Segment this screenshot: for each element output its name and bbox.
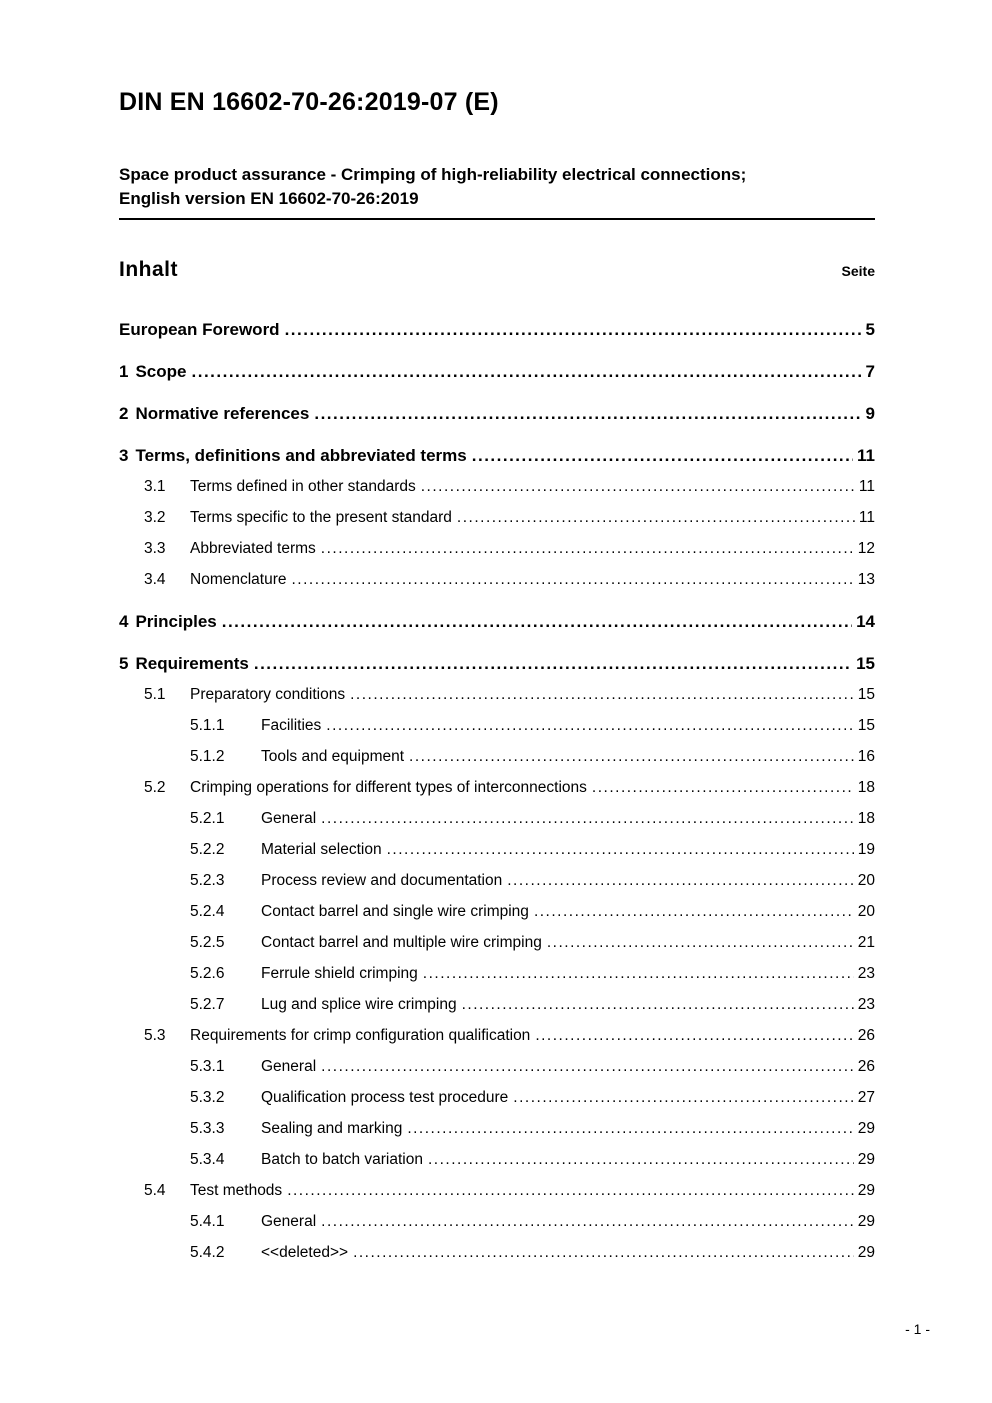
toc-leader-dots [534, 896, 854, 927]
toc-entry-label: Requirements [135, 654, 249, 673]
toc-entry-page: 29 [857, 1182, 875, 1199]
toc-entry-number: 5.3.2 [190, 1089, 225, 1106]
toc-entry-page: 11 [858, 478, 875, 495]
toc-leader-dots [192, 356, 862, 387]
toc-entry-number: 4 [119, 612, 129, 631]
toc-entry-number: 2 [119, 404, 129, 423]
toc-entry-label: Batch to batch variation [261, 1151, 423, 1168]
toc-leader-dots [535, 1020, 853, 1051]
toc-entry-page: 15 [857, 686, 875, 703]
toc-entry-page: 20 [857, 903, 875, 920]
toc-leader-dots [513, 1082, 853, 1113]
toc-leader-dots [254, 648, 852, 679]
toc-entry-page: 18 [857, 779, 875, 796]
toc-entry-number: 5.2.4 [190, 903, 225, 920]
toc-leader-dots [321, 533, 854, 564]
toc-row [119, 896, 875, 927]
toc-row [119, 440, 875, 471]
toc-entry-label: General [261, 1058, 317, 1075]
toc-entry-number: 3 [119, 446, 129, 465]
toc-leader-dots [321, 803, 854, 834]
toc-row [119, 606, 875, 637]
toc-row [119, 1082, 875, 1113]
toc-entry-number: 5.2.6 [190, 965, 225, 982]
toc-row [119, 1144, 875, 1175]
page-content [119, 0, 875, 1268]
toc-entry-page: 15 [857, 717, 875, 734]
toc-list [119, 314, 875, 1268]
toc-entry-label: Normative references [135, 404, 310, 423]
toc-leader-dots [287, 1175, 854, 1206]
toc-entry-number: 5.1.2 [190, 748, 225, 765]
toc-entry-label: Sealing and marking [261, 1120, 403, 1137]
toc-entry-page: 11 [858, 509, 875, 526]
toc-row [119, 772, 875, 803]
toc-entry-number: 5.2 [144, 779, 166, 796]
toc-entry-page: 12 [857, 540, 875, 557]
toc-entry-page: 7 [865, 362, 875, 381]
toc-entry-page: 9 [865, 404, 875, 423]
toc-leader-dots [472, 440, 853, 471]
toc-entry-label: General [261, 1213, 317, 1230]
toc-entry-label: Contact barrel and multiple wire crimping [261, 934, 542, 951]
toc-entry-label: Terms defined in other standards [190, 478, 416, 495]
toc-entry-number: 5.4.2 [190, 1244, 225, 1261]
toc-entry-page: 19 [857, 841, 875, 858]
toc-row [119, 927, 875, 958]
toc-leader-dots [387, 834, 854, 865]
toc-entry-number: 1 [119, 362, 129, 381]
toc-row [119, 398, 875, 429]
toc-entry-page: 29 [857, 1120, 875, 1137]
toc-row [119, 741, 875, 772]
page-number-footer: - 1 - [905, 1321, 930, 1337]
toc-entry-number: 5.2.1 [190, 810, 225, 827]
toc-leader-dots [321, 1051, 854, 1082]
toc-row [119, 1206, 875, 1237]
toc-entry-page: 29 [857, 1213, 875, 1230]
toc-entry-label: Process review and documentation [261, 872, 503, 889]
toc-entry-number: 5.3.1 [190, 1058, 225, 1075]
toc-entry-page: 29 [857, 1151, 875, 1168]
toc-entry-label: Terms specific to the present standard [190, 509, 452, 526]
toc-entry-page: 23 [857, 965, 875, 982]
toc-entry-label: Lug and splice wire crimping [261, 996, 457, 1013]
toc-row [119, 1175, 875, 1206]
toc-leader-dots [350, 679, 854, 710]
toc-entry-number: 5.3 [144, 1027, 166, 1044]
toc-entry-page: 18 [857, 810, 875, 827]
document-subtitle-line-2: English version EN 16602-70-26:2019 [119, 189, 419, 208]
toc-leader-dots [428, 1144, 854, 1175]
toc-entry-page: 15 [856, 654, 875, 673]
document-number-title: DIN EN 16602-70-26:2019-07 (E) [119, 88, 499, 116]
toc-row [119, 710, 875, 741]
toc-entry-label: Ferrule shield crimping [261, 965, 418, 982]
toc-entry-number: 5.2.2 [190, 841, 225, 858]
toc-entry-number: 5.3.3 [190, 1120, 225, 1137]
toc-entry-number: 5.3.4 [190, 1151, 225, 1168]
toc-entry-number: 3.1 [144, 478, 166, 495]
toc-entry-label: General [261, 810, 317, 827]
toc-entry-page: 27 [857, 1089, 875, 1106]
toc-leader-dots [592, 772, 854, 803]
toc-row [119, 1113, 875, 1144]
toc-entry-label: European Foreword [119, 320, 280, 339]
toc-row [119, 865, 875, 896]
toc-row [119, 533, 875, 564]
toc-row [119, 502, 875, 533]
toc-entry-label: Crimping operations for different types of interconnections [190, 779, 587, 796]
toc-row [119, 803, 875, 834]
toc-entry-page: 14 [856, 612, 875, 631]
toc-entry-page: 20 [857, 872, 875, 889]
toc-row [119, 471, 875, 502]
toc-entry-label: Facilities [261, 717, 322, 734]
horizontal-rule [119, 218, 875, 220]
toc-entry-label: Nomenclature [190, 571, 287, 588]
toc-entry-label: Terms, definitions and abbreviated terms [135, 446, 467, 465]
toc-row [119, 1237, 875, 1268]
toc-entry-label: Requirements for crimp configuration qualification [190, 1027, 531, 1044]
toc-entry-number: 5.2.3 [190, 872, 225, 889]
toc-leader-dots [321, 1206, 854, 1237]
toc-heading-row [119, 258, 875, 282]
document-subtitle [119, 163, 875, 211]
toc-entry-number: 3.3 [144, 540, 166, 557]
toc-leader-dots [285, 314, 862, 345]
toc-entry-number: 5.1.1 [190, 717, 225, 734]
toc-entry-page: 16 [857, 748, 875, 765]
toc-leader-dots [547, 927, 854, 958]
toc-entry-number: 3.4 [144, 571, 166, 588]
toc-leader-dots [222, 606, 852, 637]
toc-leader-dots [423, 958, 854, 989]
toc-row [119, 958, 875, 989]
toc-row [119, 564, 875, 595]
toc-entry-number: 5.4 [144, 1182, 166, 1199]
toc-entry-label: Tools and equipment [261, 748, 405, 765]
toc-row [119, 1020, 875, 1051]
document-subtitle-line-1: Space product assurance - Crimping of high-reliability electrical connections; [119, 165, 747, 184]
toc-leader-dots [457, 502, 855, 533]
toc-entry-label: Preparatory conditions [190, 686, 346, 703]
toc-entry-page: 26 [857, 1058, 875, 1075]
toc-leader-dots [292, 564, 854, 595]
toc-page-column-label: Seite [841, 263, 875, 279]
toc-leader-dots [462, 989, 854, 1020]
toc-entry-number: 3.2 [144, 509, 166, 526]
toc-entry-page: 13 [857, 571, 875, 588]
toc-entry-page: 29 [857, 1244, 875, 1261]
toc-row [119, 356, 875, 387]
toc-entry-label: Qualification process test procedure [261, 1089, 509, 1106]
toc-leader-dots [353, 1237, 854, 1268]
toc-entry-label: Principles [135, 612, 217, 631]
toc-leader-dots [407, 1113, 853, 1144]
toc-entry-page: 23 [857, 996, 875, 1013]
toc-row [119, 1051, 875, 1082]
toc-row [119, 679, 875, 710]
toc-heading: Inhalt [119, 258, 178, 281]
toc-entry-label: <<deleted>> [261, 1244, 349, 1261]
toc-row [119, 834, 875, 865]
toc-entry-label: Material selection [261, 841, 382, 858]
toc-row [119, 989, 875, 1020]
toc-leader-dots [421, 471, 855, 502]
toc-entry-label: Contact barrel and single wire crimping [261, 903, 529, 920]
toc-entry-page: 26 [857, 1027, 875, 1044]
toc-leader-dots [409, 741, 854, 772]
toc-entry-label: Scope [135, 362, 187, 381]
toc-entry-number: 5.2.5 [190, 934, 225, 951]
toc-entry-page: 11 [857, 446, 875, 465]
toc-entry-page: 21 [857, 934, 875, 951]
toc-entry-number: 5.2.7 [190, 996, 225, 1013]
toc-leader-dots [314, 398, 861, 429]
toc-entry-label: Abbreviated terms [190, 540, 316, 557]
toc-row [119, 314, 875, 345]
toc-leader-dots [507, 865, 854, 896]
toc-entry-number: 5.1 [144, 686, 166, 703]
toc-row [119, 648, 875, 679]
toc-entry-number: 5.4.1 [190, 1213, 225, 1230]
toc-entry-number: 5 [119, 654, 129, 673]
toc-entry-page: 5 [865, 320, 875, 339]
toc-leader-dots [326, 710, 853, 741]
toc-entry-label: Test methods [190, 1182, 283, 1199]
